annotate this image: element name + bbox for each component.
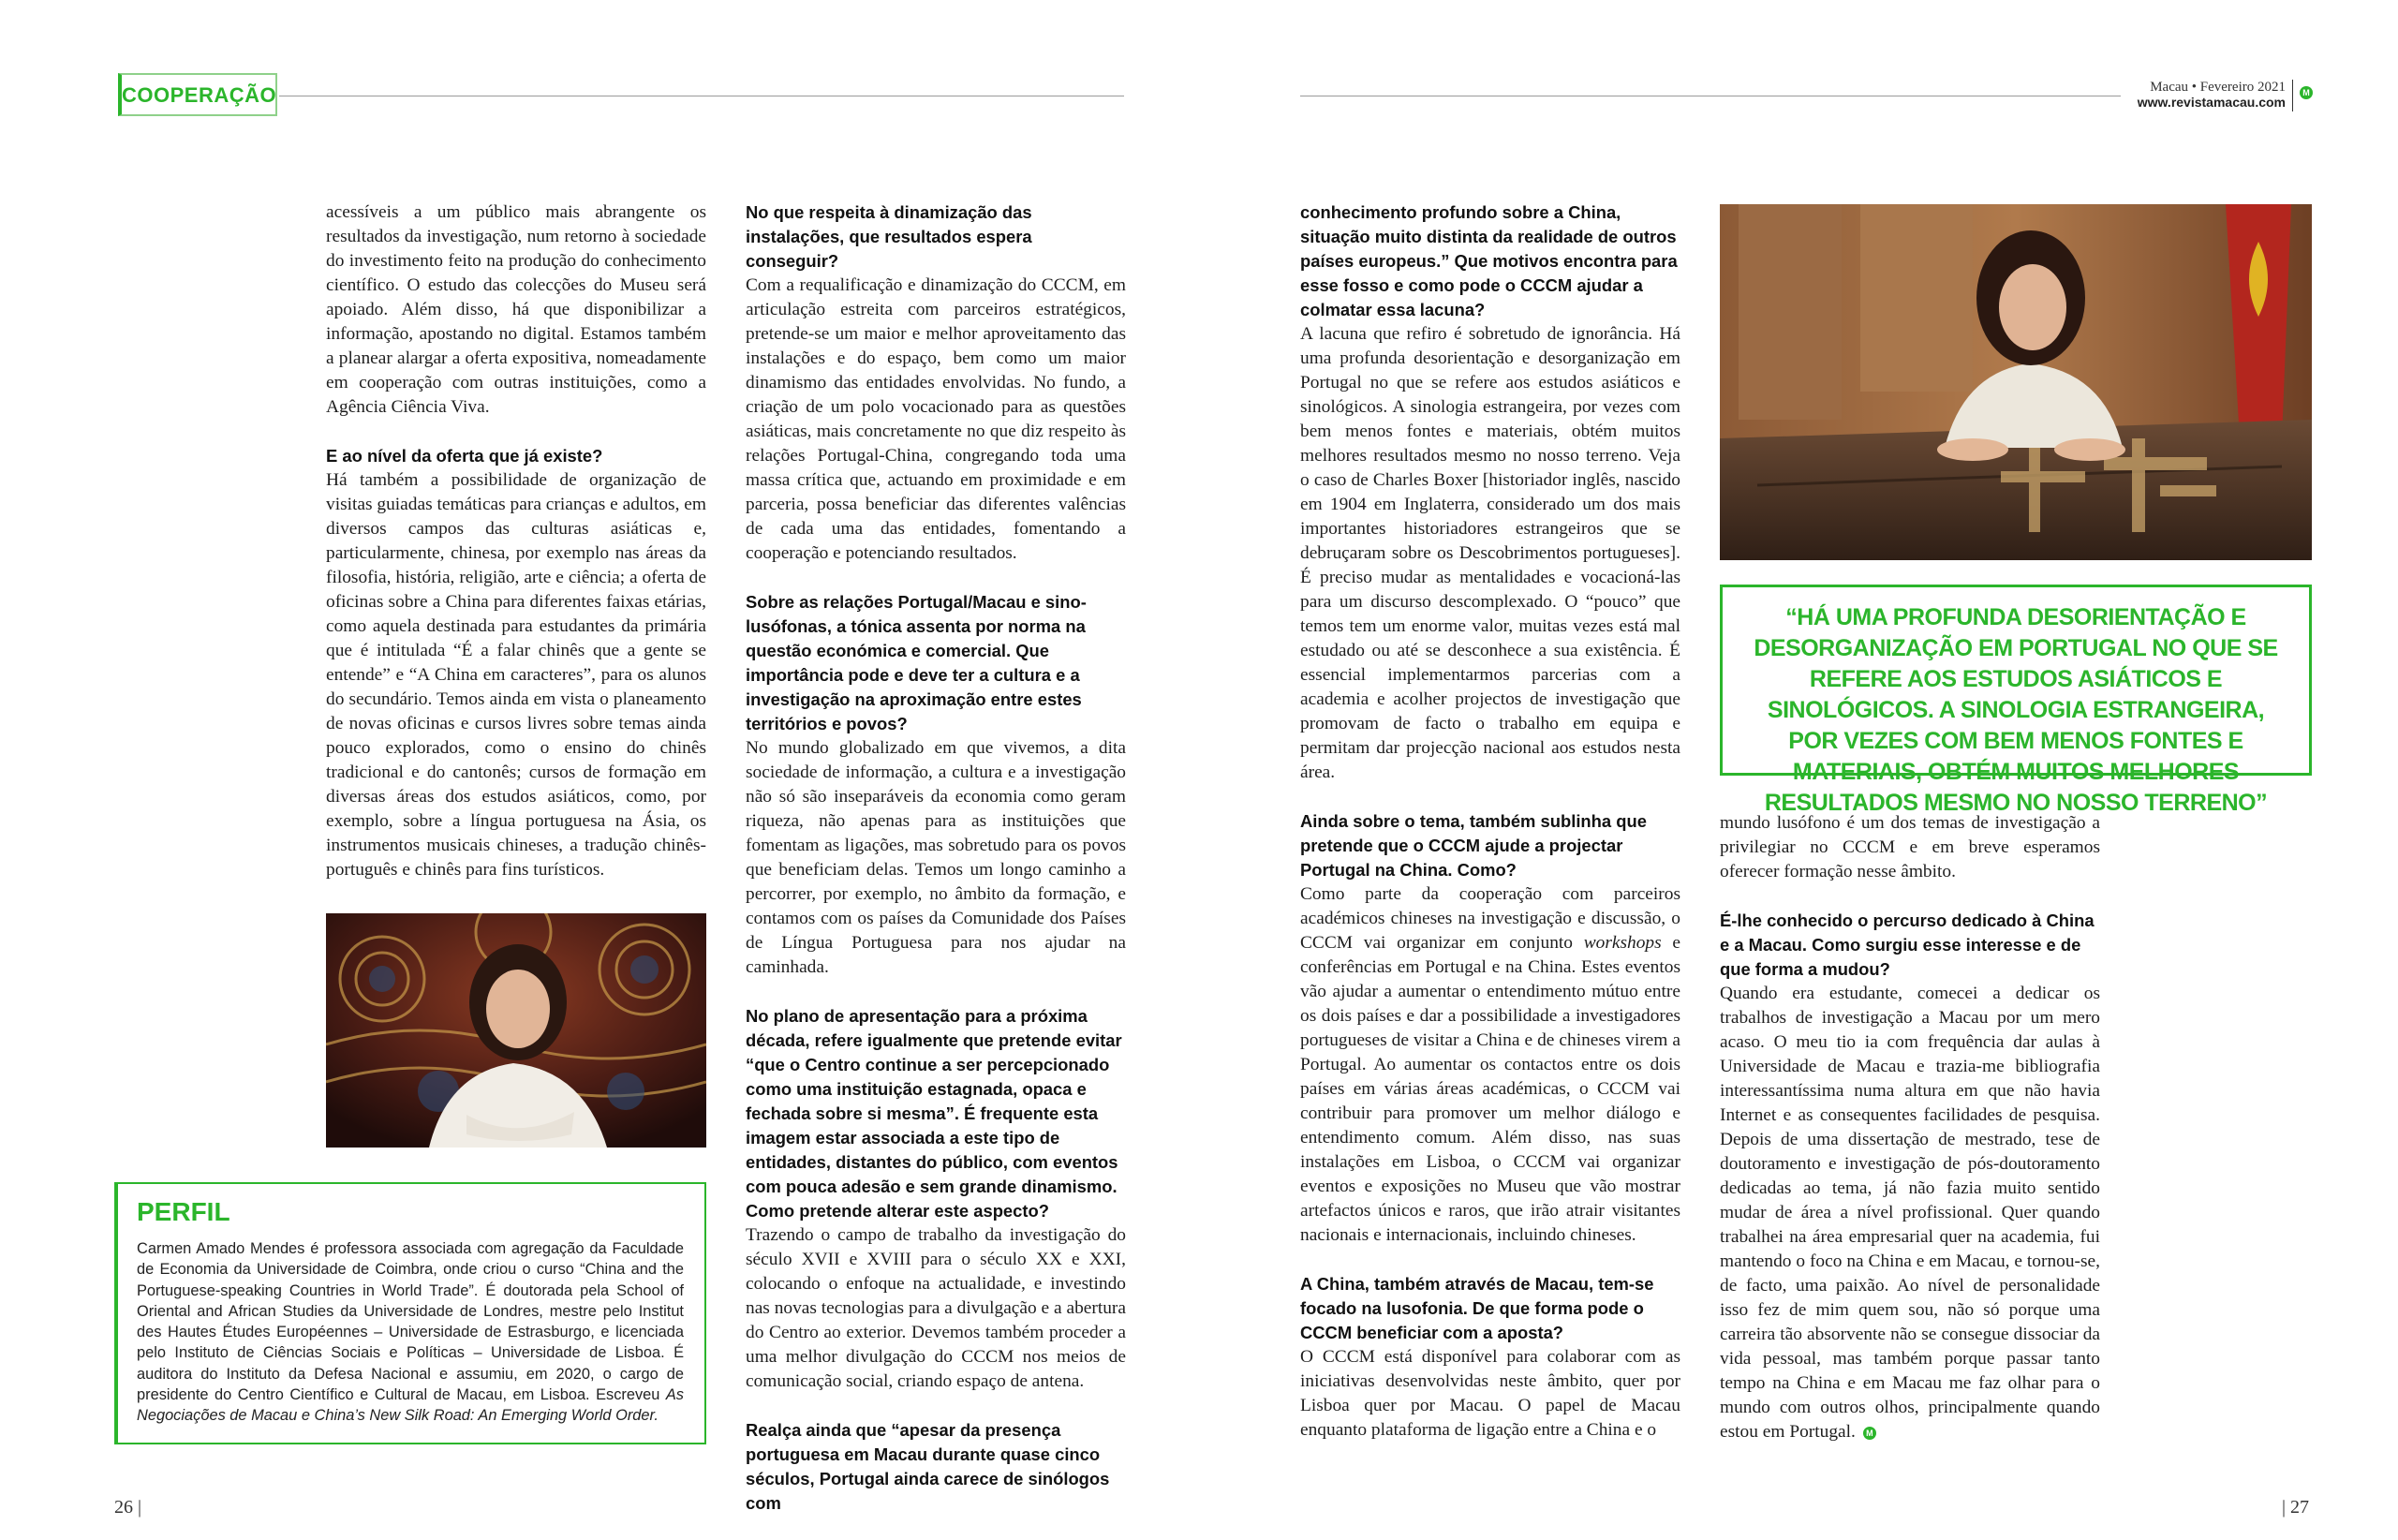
question: É-lhe conhecido o percurso dedicado à China e a Macau. Como surgiu esse interesse e de que forma a mudou? bbox=[1720, 911, 2095, 979]
paragraph: acessíveis a um público mais abrangente os resultados da investigação, num retorno à sociedade do investimento feito na produção do conhecimento científico. O estudo das colecções do Museu será apoiado. Além disso, há que disponibilizar a informação, apostando no digital. Estamos também a planear alargar a oferta expositiva, nomeadamente em cooperação com outras instituições, como a Agência Ciência Viva. bbox=[326, 202, 706, 417]
question: No que respeita à dinamização das instalações, que resultados espera conseguir? bbox=[746, 202, 1032, 271]
paragraph: mundo lusófono é um dos temas de investigação a privilegiar no CCCM e em breve esperamos oferecer formação nesse âmbito. bbox=[1720, 813, 2100, 881]
answer-text: Quando era estudante, comecei a dedicar os trabalhos de investigação a Macau por um mero acaso. O meu tio ia com frequência dar aulas à Universidade de Macau e trazia-me bibliografia interessantíssima numa altura em que não havia Internet e as consequentes facilidades de pesquisa. Depois de uma dissertação de mestrado, tese de doutoramento e investigação de pós-doutoramento dedicadas ao tema, já não fazia muito sentido mudar de área a nível profissional. Quer quando trabalhei na área empresarial quer na academia, fui mantendo o foco na China e em Macau, e tornou-se, de facto, uma paixão. Ao nível de personalidade isso fez de mim quem sou, não só porque uma carreira tão absorvente não se consegue dissociar da vida pessoal, mas também porque passar tanto tempo na China e em Macau me faz olhar para o mundo com outros olhos, principalmente quando estou em Portugal. bbox=[1720, 984, 2100, 1442]
profile-box bbox=[114, 1182, 706, 1444]
issue-date: Macau • Fevereiro 2021 bbox=[2150, 80, 2286, 95]
answer-text: Como parte da cooperação com parceiros académicos chineses na investigação e discussão, o CCCM vai organizar em conjunto bbox=[1300, 884, 1680, 953]
question: conhecimento profundo sobre a China, situação muito distinta da realidade de outros países europeus.” Que motivos encontra para esse fosso e como pode o CCCM ajudar a colmatar essa lacuna? bbox=[1300, 202, 1678, 319]
question: A China, também através de Macau, tem-se focado na lusofonia. De que forma pode o CCCM beneficiar com a aposta? bbox=[1300, 1274, 1654, 1342]
answer: Há também a possibilidade de organização de visitas guiadas temáticas para crianças e adultos, em diversos campos das culturas asiáticas e, particularmente, chinesa, por exemplo nas áreas da filosofia, história, religião, arte e ciência; a oferta de oficinas sobre a China para diferentes faixas etárias, como aquela destinada para estudantes da primária que é intitulada “É a falar chinês que a gente se entende” e “A China em caracteres”, para os alunos do secundário. Temos ainda em vista o planeamento de novas oficinas e cursos livres sobre temas ainda pouco explorados, como o ensino do chinês tradicional e do cantonês; cursos de formação em diversas áreas dos estudos asiáticos, como, por exemplo, sobre a língua portuguesa na Ásia, os instrumentos musicais chineses, a tradução chinês-português e chinês para fins turísticos. bbox=[326, 470, 706, 880]
italic-term: workshops bbox=[1583, 933, 1662, 953]
page-number-left: 26 | bbox=[114, 1497, 142, 1518]
answer-text: e conferências em Portugal e na China. Estes eventos vão ajudar a aumentar o entendimento mútuo entre os dois países e dar a possibilidade a investigadores portugueses de visitar a China e de chineses virem a Portugal. Ao aumentar os contactos entre os dois países em várias áreas académicas, o CCCM vai contribuir para promover um melhor diálogo e entendimento comum. Além disso, nas suas instalações em Lisboa, o CCCM vai organizar eventos e exposições no Museu que vão mostrar artefactos únicos e raros, que irão atrair visitantes nacionais e internacionais, incluindo chineses. bbox=[1300, 933, 1680, 1245]
question: Realça ainda que “apesar da presença portuguesa em Macau durante quase cinco séculos, Portugal ainda carece de sinólogos com bbox=[746, 1420, 1110, 1513]
pull-quote: “HÁ UMA PROFUNDA DESORIENTAÇÃO E DESORGANIZAÇÃO EM PORTUGAL NO QUE SE REFERE AOS ESTUDOS ASIÁTICOS E SINOLÓGICOS. A SINOLOGIA ESTRANGEIRA, POR VEZES COM BEM MENOS FONTES E MATERIAIS, OBTÉM MUITOS MELHORES RESULTADOS MESMO NO NOSSO TERRENO” bbox=[1720, 585, 2312, 776]
profile-bio: Carmen Amado Mendes é professora associada com agregação da Faculdade de Economia da Universidade de Coimbra, onde criou o curso “China and the Portuguese-speaking Countries in World Trade”. É doutorada pela School of Oriental and African Studies da Universidade de Londres, mestre pelo Institut des Hautes Études Européennes – Universidade de Estrasburgo, e licenciada pelo Instituto de Ciências Sociais e Políticas – Universidade de Lisboa. É auditora do Instituto da Defesa Nacional e assumiu, em 2020, o cargo de presidente do Centro Científico e Cultural de Macau, em Lisboa. Escreveu bbox=[137, 1240, 684, 1404]
question: Ainda sobre o tema, também sublinha que pretende que o CCCM ajude a projectar Portugal na China. Como? bbox=[1300, 811, 1647, 880]
desk-photo bbox=[1720, 204, 2312, 560]
answer: Trazendo o campo de trabalho da investigação do século XVII e XVIII para o século XX e XXI, colocando o enfoque na actualidade, e investindo nas novas tecnologias para a divulgação e a abertura do Centro ao exterior. Devemos também proceder a uma melhor divulgação do CCCM nos meios de comunicação social, criando espaço de antena. bbox=[746, 1225, 1126, 1391]
answer: Com a requalificação e dinamização do CCCM, em articulação estreita com parceiros estratégicos, pretende-se um maior e melhor aproveitamento das instalações e do espaço, bem como um maior dinamismo das entidades envolvidas. No fundo, a criação de um polo vocacionado para as questões asiáticas, mais concretamente no que diz respeito às relações Portugal-China, congregando toda uma massa crítica que, actuando em proximidade e em parceria, possa beneficiar das diferentes valências de cada uma das entidades, fomentando a cooperação e potenciando resultados. bbox=[746, 275, 1126, 563]
portrait-photo bbox=[326, 913, 706, 1148]
question: E ao nível da oferta que já existe? bbox=[326, 446, 603, 466]
answer: O CCCM está disponível para colaborar com as iniciativas desenvolvidas neste âmbito, quer por Lisboa quer por Macau. O papel de Macau enquanto plataforma de ligação entre a China e o bbox=[1300, 1347, 1680, 1440]
article-column-3 bbox=[1300, 200, 1680, 1443]
profile-title: PERFIL bbox=[137, 1197, 230, 1226]
question: No plano de apresentação para a próxima década, refere igualmente que pretende evitar “que o Centro continue a ser percepcionado como uma instituição estagnada, opaca e fechada sobre si mesma”. É frequente esta imagem estar associada a este tipo de entidades, distantes do público, com eventos com pouca adesão e sem grande dinamismo. Como pretende alterar este aspecto? bbox=[746, 1006, 1122, 1221]
answer bbox=[1720, 982, 2100, 1444]
desk-illustration bbox=[1720, 204, 2312, 560]
page-number-right: | 27 bbox=[2282, 1497, 2310, 1518]
section-tag: COOPERAÇÃO bbox=[118, 73, 277, 116]
website-link[interactable]: www.revistamacau.com bbox=[2137, 95, 2286, 110]
end-mark-icon: M bbox=[1863, 1427, 1876, 1440]
header-separator bbox=[2292, 80, 2293, 111]
article-column-1 bbox=[326, 200, 706, 882]
article-column-4 bbox=[1720, 811, 2100, 1444]
profile-book-title: As Negociações de Macau e China’s New Silk Road: An Emerging World Order. bbox=[137, 1386, 684, 1425]
answer: A lacuna que refiro é sobretudo de ignorância. Há uma profunda desorientação e desorganização em Portugal no que se refere aos estudos asiáticos e sinológicos. A sinologia estrangeira, por vezes com bem menos fontes e materiais, obtém muitos melhores resultados mesmo no nosso terreno. Veja o caso de Charles Boxer [historiador inglês, nascido em 1904 em Inglaterra, considerado um dos mais importantes historiadores estrangeiros que se debruçaram sobre os Descobrimentos portugueses]. É preciso mudar as mentalidades e vocacioná-las para um discurso descomplexado. O “pouco” que temos tem um enorme valor, muitas vezes está mal estudado ou até se desconhece a sua existência. É essencial implementarmos parcerias com a academia e acolher projectos de investigação que promovam de facto o trabalho em equipa e permitam dar projecção nacional aos estudos nesta área. bbox=[1300, 324, 1680, 782]
article-column-2 bbox=[746, 200, 1126, 1516]
issue-info bbox=[2128, 80, 2286, 110]
profile-text bbox=[137, 1238, 684, 1427]
answer: No mundo globalizado em que vivemos, a dita sociedade de informação, a cultura e a investigação não só são inseparáveis da economia como geram riqueza, não apenas para as instituições que fomentam as ligações, mas sobretudo para os povos que beneficiam delas. Temos um longo caminho a percorrer, por exemplo, no âmbito da formação, e contamos com os países da Comunidade dos Países de Língua Portuguesa para nos ajudar na caminhada. bbox=[746, 738, 1126, 977]
question: Sobre as relações Portugal/Macau e sino-lusófonas, a tónica assenta por norma na questão económica e comercial. Que importância pode e deve ter a cultura e a investigação na aproximação entre estes territórios e povos? bbox=[746, 592, 1087, 733]
magazine-logo-icon: M bbox=[2300, 86, 2313, 99]
portrait-illustration bbox=[326, 913, 706, 1148]
answer bbox=[1300, 882, 1680, 1248]
